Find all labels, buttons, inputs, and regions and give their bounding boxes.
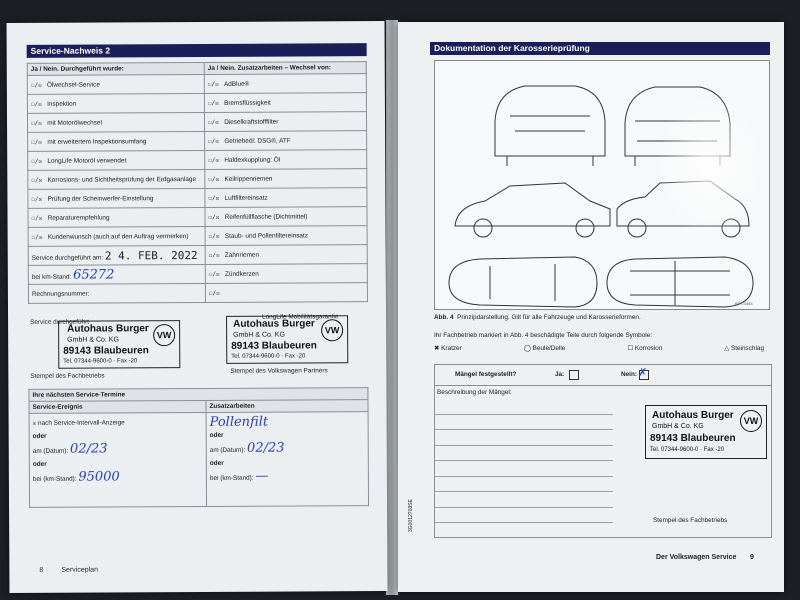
wheel <box>576 219 594 237</box>
next-col1: Service-Ereignis <box>29 400 206 413</box>
next-header: Ihre nächsten Service-Termine <box>29 388 368 402</box>
next-km: 95000 <box>78 469 120 485</box>
col2-title: Ja / Nein. Zusatzarbeiten – Wechsel von: <box>204 62 366 75</box>
wheel <box>474 219 492 237</box>
extra-item: ☐/☒ Luftfiltereinsatz <box>205 188 367 208</box>
service-row <box>28 207 367 228</box>
defects-question: Mängel festgestellt? <box>455 371 517 378</box>
checkbox-pair[interactable]: ☐/☒ <box>208 232 220 240</box>
km-cell: bei km-Stand: 65272 <box>28 264 205 284</box>
checkbox-pair[interactable]: ☐/☒ <box>31 233 43 241</box>
symbol-dent: ◯ Beule/Delle <box>523 345 566 352</box>
extra-row-3: ☐/☒ <box>205 283 367 303</box>
defects-box: Mängel festgestellt? Ja: Nein: ✗ Beschreibung der Mängel: Autohaus Burger GmbH & Co. KG 89143 Blaubeuren Tel. 07344-9600-0 · Fax -20 VW Stempel des Fachbetriebs <box>434 364 772 538</box>
checkbox-pair[interactable]: ☐/☒ <box>208 194 220 202</box>
car-top-view <box>449 257 597 307</box>
fig-caption: Abb. 4 Prinzipdarstellung. Gilt für alle Fahrzeuge und Karosserieformen. <box>434 314 641 321</box>
service-item: ☐/☒ Korrosions- und Sichtheitsprüfung der Erdgasanlage <box>28 169 205 189</box>
book-gutter <box>386 20 398 595</box>
dealer-stamp-right-page: Autohaus Burger GmbH & Co. KG 89143 Blaubeuren Tel. 07344-9600-0 · Fax -20 VW <box>645 405 767 459</box>
invoice-cell: Rechnungsnummer: <box>28 283 205 303</box>
car-rear-view <box>495 86 605 166</box>
symbols-legend <box>434 344 764 352</box>
checkbox-pair[interactable]: ☐/☒ <box>208 213 220 221</box>
next-service-table <box>28 387 369 508</box>
nein-checkbox[interactable]: ✗ <box>638 366 648 379</box>
checkbox-pair[interactable]: ☐/☒ <box>208 137 219 145</box>
stamp-label-right: LongLife Mobilitätsgarantie <box>262 313 339 321</box>
extra-item: ☐/☒ Bremsflüssigkeit <box>204 93 366 113</box>
service-item: ☐/☒ Kundenwunsch (auch auf den Auftrag vermerken) <box>28 226 205 246</box>
desc-label: Beschreibung der Mängel: <box>437 389 512 396</box>
next-extra-written: Pollenfilt <box>209 414 269 430</box>
service-item: ☐/☒ Prüfung der Scheinwerfer-Einstellung <box>28 188 205 208</box>
stamp-label-left: Service durchgeführt <box>30 318 90 326</box>
checkbox-pair[interactable]: ☐/☒ <box>31 119 42 127</box>
car-underbody <box>607 257 753 307</box>
footer-title-left: Serviceplan <box>61 566 98 574</box>
service-item: ☐/☒ Reparaturempfehlung <box>28 207 205 227</box>
footer-page-right: 9 <box>750 554 754 561</box>
extra-item: ☐/☒ AdBlue® <box>204 74 366 94</box>
extra-item: ☐/☒ Reifenfüllflasche (Dichtmittel) <box>205 207 367 227</box>
checkbox-pair[interactable]: ☐/☒ <box>31 176 43 184</box>
extra-row-2: ☐/☒ Zündkerzen <box>205 264 367 284</box>
side-code: 3G0012703SE <box>408 499 414 532</box>
col1-title: Ja / Nein. Durchgeführt wurde: <box>27 62 204 75</box>
service-row <box>28 226 367 247</box>
footer-page-left: 8 <box>39 566 44 574</box>
vw-logo: VW <box>321 319 343 341</box>
checkbox-pair[interactable]: ☐/☒ <box>208 118 219 126</box>
extra-item: ☐/☒ Staub- und Pollenfiltereinsatz <box>205 226 367 246</box>
symbol-corrosion: ☐ Korrosion <box>627 345 663 352</box>
service-item: ☐/☒ LongLife Motoröl verwendet <box>28 150 205 170</box>
stamp-caption: Stempel des Fachbetriebs <box>653 517 728 524</box>
service-item: ☐/☒ mit erweitertem Inspektionsumfang <box>28 131 205 151</box>
checkbox-pair[interactable]: ☐/☒ <box>208 175 220 183</box>
service-date-value: 2 4. FEB. 2022 <box>104 248 198 262</box>
extra-item: ☐/☒ Dieselkraftstofffilter <box>204 112 366 132</box>
service-date-cell: Service durchgeführt am: 2 4. FEB. 2022 <box>28 245 205 265</box>
extra-row-1: ☐/☒ Zahnriemen <box>205 245 367 265</box>
checkbox-pair[interactable]: ☐/☒ <box>207 80 219 88</box>
service-header: Service-Nachweis 2 <box>27 43 367 58</box>
dealer-stamp-right: Autohaus Burger GmbH & Co. KG 89143 Blaubeuren Tel. 07344-9600-0 · Fax -20 VW <box>226 315 348 364</box>
service-item: ☐/☒ Ölwechsel-Service <box>27 74 204 94</box>
service-row <box>28 188 367 209</box>
service-row <box>28 131 367 152</box>
service-item: ☐/☒ Inspektion <box>27 93 204 113</box>
checkbox-pair[interactable]: ☐/☒ <box>30 100 42 108</box>
next-col2: Zusatzarbeiten <box>206 400 368 413</box>
car-diagram <box>434 60 770 310</box>
checkbox-pair[interactable]: ☐/☒ <box>208 156 220 164</box>
service-row <box>27 74 366 95</box>
desc-lines <box>435 399 613 523</box>
next-extra-cell: Pollenfilt oder am (Datum): 02/23 oder bei (km-Stand): — <box>206 412 368 507</box>
extra-item: ☐/☒ Keilrippenriemen <box>205 169 367 189</box>
service-row <box>28 150 367 171</box>
extra-item: ☐/☒ Haldexkupplung: Öl <box>205 150 367 170</box>
next-extra-date: 02/23 <box>246 440 285 456</box>
ja-checkbox[interactable] <box>569 370 579 380</box>
light-glare <box>655 91 765 241</box>
checkbox-pair[interactable]: ☐/☒ <box>31 214 43 222</box>
service-row <box>28 169 367 190</box>
vw-logo: VW <box>153 324 175 346</box>
dealer-stamp-left: Autohaus Burger GmbH & Co. KG 89143 Blaubeuren Tel. 07344-9600-0 · Fax -20 VW <box>58 320 180 369</box>
service-row <box>27 112 366 133</box>
symbol-scratch: ✖ Kratzer <box>434 345 462 352</box>
stamp-caption-left: Stempel des Fachbetriebs <box>30 372 105 380</box>
next-date: 02/23 <box>70 441 108 457</box>
extra-item: ☐/☒ Getriebeöl: DSG®, ATF <box>205 131 367 151</box>
footer-title-right: Der Volkswagen Service <box>656 554 737 561</box>
right-page <box>398 22 784 592</box>
checkbox-pair[interactable]: ☐/☒ <box>30 81 42 89</box>
service-item: ☐/☒ mit Motorölwechsel <box>27 112 204 132</box>
left-page <box>7 21 388 593</box>
next-event-cell: ☒ nach Service-Intervall-Anzeige oder am (Datum): 02/23 oder bei (km-Stand): 95000 <box>29 412 206 507</box>
service-row <box>27 93 366 114</box>
stamp-caption-right: Stempel des Volkswagen Partners <box>230 367 328 375</box>
vw-logo: VW <box>740 410 762 432</box>
km-value: 65272 <box>73 266 115 283</box>
checkbox-pair[interactable]: ☐/☒ <box>31 195 43 203</box>
body-check-header: Dokumentation der Karosserieprüfung <box>430 42 770 55</box>
checkbox-pair[interactable]: ☐/☒ <box>31 138 42 146</box>
symbol-stonechip: △ Steinschlag <box>724 345 764 352</box>
service-table <box>27 61 368 304</box>
fig-code: BTT-0445 <box>735 301 753 306</box>
checkbox-pair[interactable]: ☐/☒ <box>207 99 219 107</box>
wheel <box>628 219 646 237</box>
checkbox-pair[interactable]: ☐/☒ <box>31 157 43 165</box>
symbols-intro: Ihr Fachbetrieb markiert in Abb. 4 beschädigte Teile durch folgende Symbole: <box>434 332 652 339</box>
